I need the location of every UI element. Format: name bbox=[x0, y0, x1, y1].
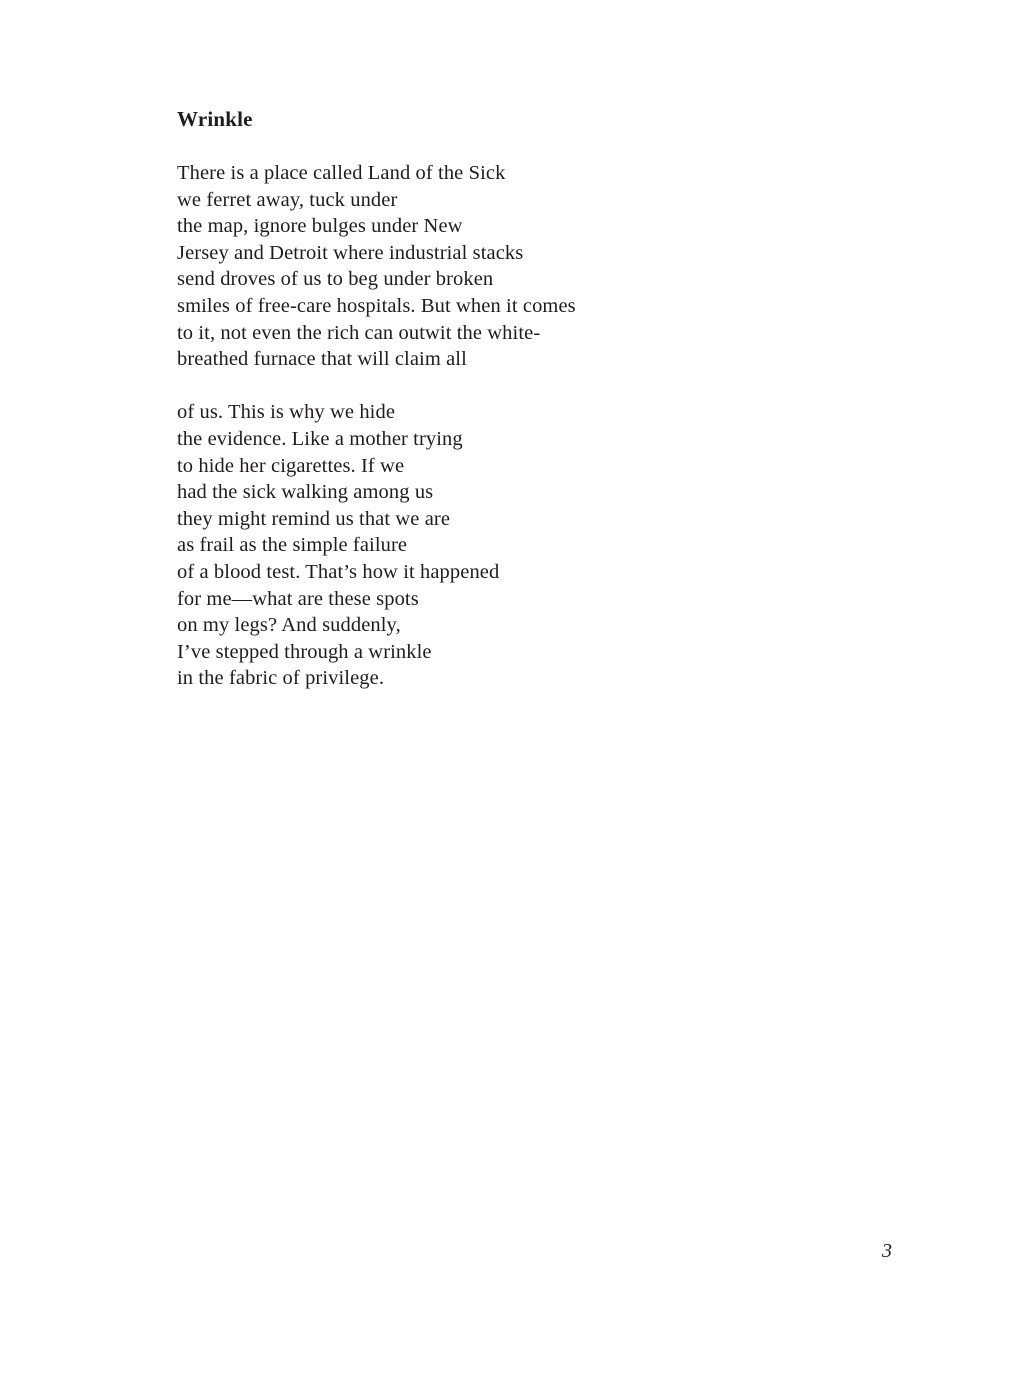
poem-line: of a blood test. That’s how it happened bbox=[177, 560, 500, 583]
poem-line: breathed furnace that will claim all bbox=[177, 348, 467, 371]
poem-line: of us. This is why we hide bbox=[177, 401, 396, 424]
poem-line: the evidence. Like a mother trying bbox=[177, 427, 463, 450]
poem-line: in the fabric of privilege. bbox=[177, 667, 385, 690]
poem-line: for me—what are these spots bbox=[177, 587, 419, 610]
stanza-2 bbox=[177, 399, 817, 692]
poem-line: to it, not even the rich can outwit the white- bbox=[177, 321, 541, 344]
poem-line: There is a place called Land of the Sick bbox=[177, 162, 506, 184]
poem-line: on my legs? And suddenly, bbox=[177, 614, 401, 637]
poem-content bbox=[177, 106, 817, 718]
poem-line: smiles of free-care hospitals. But when it comes bbox=[177, 294, 576, 317]
poem-line: as frail as the simple failure bbox=[177, 534, 408, 557]
poem-line: the map, ignore bulges under New bbox=[177, 215, 463, 238]
poem-line: we ferret away, tuck under bbox=[177, 188, 398, 211]
poem-line: I’ve stepped through a wrinkle bbox=[177, 640, 432, 663]
poem-line: they might remind us that we are bbox=[177, 507, 451, 530]
poem-line: Jersey and Detroit where industrial stacks bbox=[177, 241, 524, 264]
poem-title: Wrinkle bbox=[177, 107, 253, 131]
stanza-1 bbox=[177, 160, 817, 373]
poem-line: had the sick walking among us bbox=[177, 481, 434, 504]
poem-line: to hide her cigarettes. If we bbox=[177, 454, 405, 477]
page-number: 3 bbox=[882, 1240, 892, 1262]
poem-line: send droves of us to beg under broken bbox=[177, 268, 494, 291]
